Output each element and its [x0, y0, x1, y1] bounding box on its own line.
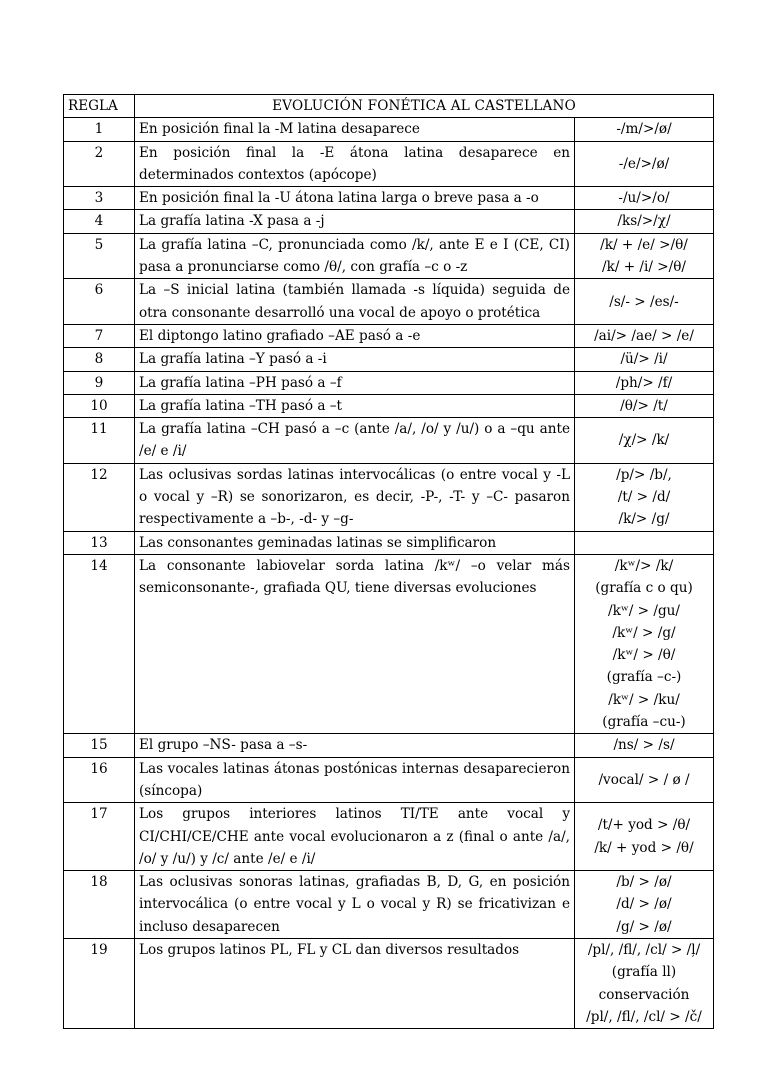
rule-number: 19 [64, 938, 135, 1028]
rule-result [575, 371, 714, 394]
rule-result [575, 531, 714, 554]
rule-result [575, 210, 714, 233]
rule-result [575, 118, 714, 141]
rule-number: 10 [64, 394, 135, 417]
rule-result [575, 463, 714, 531]
rule-number: 15 [64, 734, 135, 757]
result-line: /pl/, /fl/, /cl/ > /č/ [586, 1008, 702, 1025]
rule-description: La grafía latina –CH pasó a –c (ante /a/, /o/ y /u/) o a –qu ante /e/ e /i/ [135, 418, 575, 464]
result-line: /vocal/ > / ø / [598, 771, 690, 788]
table-row [64, 757, 714, 803]
result-line: -/u/>/o/ [618, 190, 670, 207]
rule-number: 2 [64, 141, 135, 187]
result-line: /ph/> /f/ [615, 374, 673, 391]
result-line: conservación [598, 986, 690, 1003]
result-line: /t/+ yod > /θ/ [597, 817, 691, 834]
rule-number: 8 [64, 348, 135, 371]
table-row [64, 324, 714, 347]
rule-description: La grafía latina -X pasa a -j [135, 210, 575, 233]
result-line: /χ/> /k/ [618, 432, 670, 449]
result-line: /s/- > /es/- [609, 293, 679, 310]
rule-description: La grafía latina –PH pasó a –f [135, 371, 575, 394]
result-line: /t/ > /d/ [617, 489, 671, 506]
result-line: (grafía –c-) [606, 669, 682, 686]
rule-description: En posición final la -E átona latina desaparece en determinados contextos (apócope) [135, 141, 575, 187]
table-row [64, 141, 714, 187]
table-row [64, 803, 714, 871]
rule-description: La grafía latina –C, pronunciada como /k/, ante E e I (CE, CI) pasa a pronunciarse como /θ/, con grafía –c o -z [135, 233, 575, 279]
rule-result [575, 233, 714, 279]
rule-number: 11 [64, 418, 135, 464]
rule-number: 16 [64, 757, 135, 803]
table-title: EVOLUCIÓN FONÉTICA AL CASTELLANO [135, 95, 714, 118]
result-line: /k/ + /i/ >/θ/ [602, 259, 686, 276]
rule-description: El grupo –NS- pasa a –s- [135, 734, 575, 757]
rule-number: 14 [64, 554, 135, 733]
result-line: /ü/> /i/ [620, 351, 668, 368]
rule-result [575, 803, 714, 871]
rule-description: Las vocales latinas átonas postónicas internas desaparecieron (síncopa) [135, 757, 575, 803]
rule-description: Las oclusivas sordas latinas intervocálicas (o entre vocal y -L o vocal y –R) se sonorizaron, es decir, -P-, -T- y –C- pasaron respectivamente a –b-, -d- y –g- [135, 463, 575, 531]
rule-number: 5 [64, 233, 135, 279]
rule-number: 1 [64, 118, 135, 141]
table-row [64, 187, 714, 210]
result-line: /kʷ/> /k/ [614, 557, 674, 574]
result-line: /b/ > /ø/ [616, 874, 672, 891]
rule-result [575, 187, 714, 210]
rule-number: 18 [64, 871, 135, 939]
rule-result [575, 938, 714, 1028]
table-row [64, 348, 714, 371]
table-row [64, 118, 714, 141]
table-row [64, 418, 714, 464]
table-row [64, 371, 714, 394]
rule-description: La grafía latina –Y pasó a -i [135, 348, 575, 371]
rule-column-header: REGLA [64, 95, 135, 118]
table-row [64, 210, 714, 233]
result-line: /kʷ/ > /g/ [612, 624, 676, 641]
table-body [64, 118, 714, 1029]
result-line: (grafía ll) [611, 964, 677, 981]
rule-description: La –S inicial latina (también llamada -s líquida) seguida de otra consonante desarrolló una vocal de apoyo o protética [135, 279, 575, 325]
rule-result [575, 871, 714, 939]
rule-result [575, 141, 714, 187]
result-line: /k/ + /e/ >/θ/ [600, 236, 688, 253]
table-row [64, 463, 714, 531]
rule-number: 12 [64, 463, 135, 531]
table-row [64, 554, 714, 733]
rule-description: En posición final la -M latina desaparece [135, 118, 575, 141]
result-line: /g/ > /ø/ [616, 918, 672, 935]
result-line: -/m/>/ø/ [616, 121, 672, 138]
result-line: /kʷ/ > /θ/ [612, 647, 676, 664]
rule-description: La grafía latina –TH pasó a –t [135, 394, 575, 417]
rule-number: 4 [64, 210, 135, 233]
table-row [64, 394, 714, 417]
result-line: /ai/> /ae/ > /e/ [594, 327, 694, 344]
table-row [64, 938, 714, 1028]
result-line: /pl/, /fl/, /cl/ > /ļ/ [587, 941, 701, 958]
table-row [64, 531, 714, 554]
rule-number: 6 [64, 279, 135, 325]
rule-number: 17 [64, 803, 135, 871]
rule-result [575, 348, 714, 371]
phonetic-evolution-table [63, 94, 714, 1029]
result-line: -/e/>/ø/ [618, 155, 670, 172]
rule-description: En posición final la -U átona latina larga o breve pasa a -o [135, 187, 575, 210]
rule-result [575, 418, 714, 464]
rule-result [575, 757, 714, 803]
result-line: /kʷ/ > /gu/ [608, 602, 681, 619]
rule-result [575, 554, 714, 733]
rule-result [575, 734, 714, 757]
rule-result [575, 394, 714, 417]
result-line: /d/ > /ø/ [616, 896, 672, 913]
result-line: /ks/>/χ/ [617, 213, 671, 230]
table-row [64, 871, 714, 939]
result-line: /k/ + yod > /θ/ [594, 839, 694, 856]
rule-description: Los grupos interiores latinos TI/TE ante vocal y CI/CHI/CE/CHE ante vocal evolucionaron a z (final o ante /a/, /o/ y /u/) y /c/ ante /e/ e /i/ [135, 803, 575, 871]
rule-result [575, 279, 714, 325]
rule-number: 9 [64, 371, 135, 394]
result-line: /ns/ > /s/ [613, 737, 675, 754]
table-row [64, 734, 714, 757]
rule-description: Los grupos latinos PL, FL y CL dan diversos resultados [135, 938, 575, 1028]
rule-description: Las oclusivas sonoras latinas, grafiadas B, D, G, en posición intervocálica (o entre vocal y L o vocal y R) se fricativizan e incluso desaparecen [135, 871, 575, 939]
table-row [64, 233, 714, 279]
result-line: (grafía c o qu) [595, 580, 693, 597]
rule-result [575, 324, 714, 347]
rule-description: El diptongo latino grafiado –AE pasó a -e [135, 324, 575, 347]
result-line: /p/> /b/, [616, 466, 672, 483]
result-line: /k/> /g/ [618, 511, 670, 528]
result-line: /kʷ/ > /ku/ [608, 691, 680, 708]
rule-number: 7 [64, 324, 135, 347]
rule-number: 13 [64, 531, 135, 554]
rule-description: La consonante labiovelar sorda latina /kʷ/ –o velar más semiconsonante-, grafiada QU, tiene diversas evoluciones [135, 554, 575, 733]
result-line: /θ/> /t/ [620, 397, 668, 414]
table-header-row [64, 95, 714, 118]
table-row [64, 279, 714, 325]
result-line: (grafía –cu-) [602, 714, 686, 731]
rule-description: Las consonantes geminadas latinas se simplificaron [135, 531, 575, 554]
rule-number: 3 [64, 187, 135, 210]
